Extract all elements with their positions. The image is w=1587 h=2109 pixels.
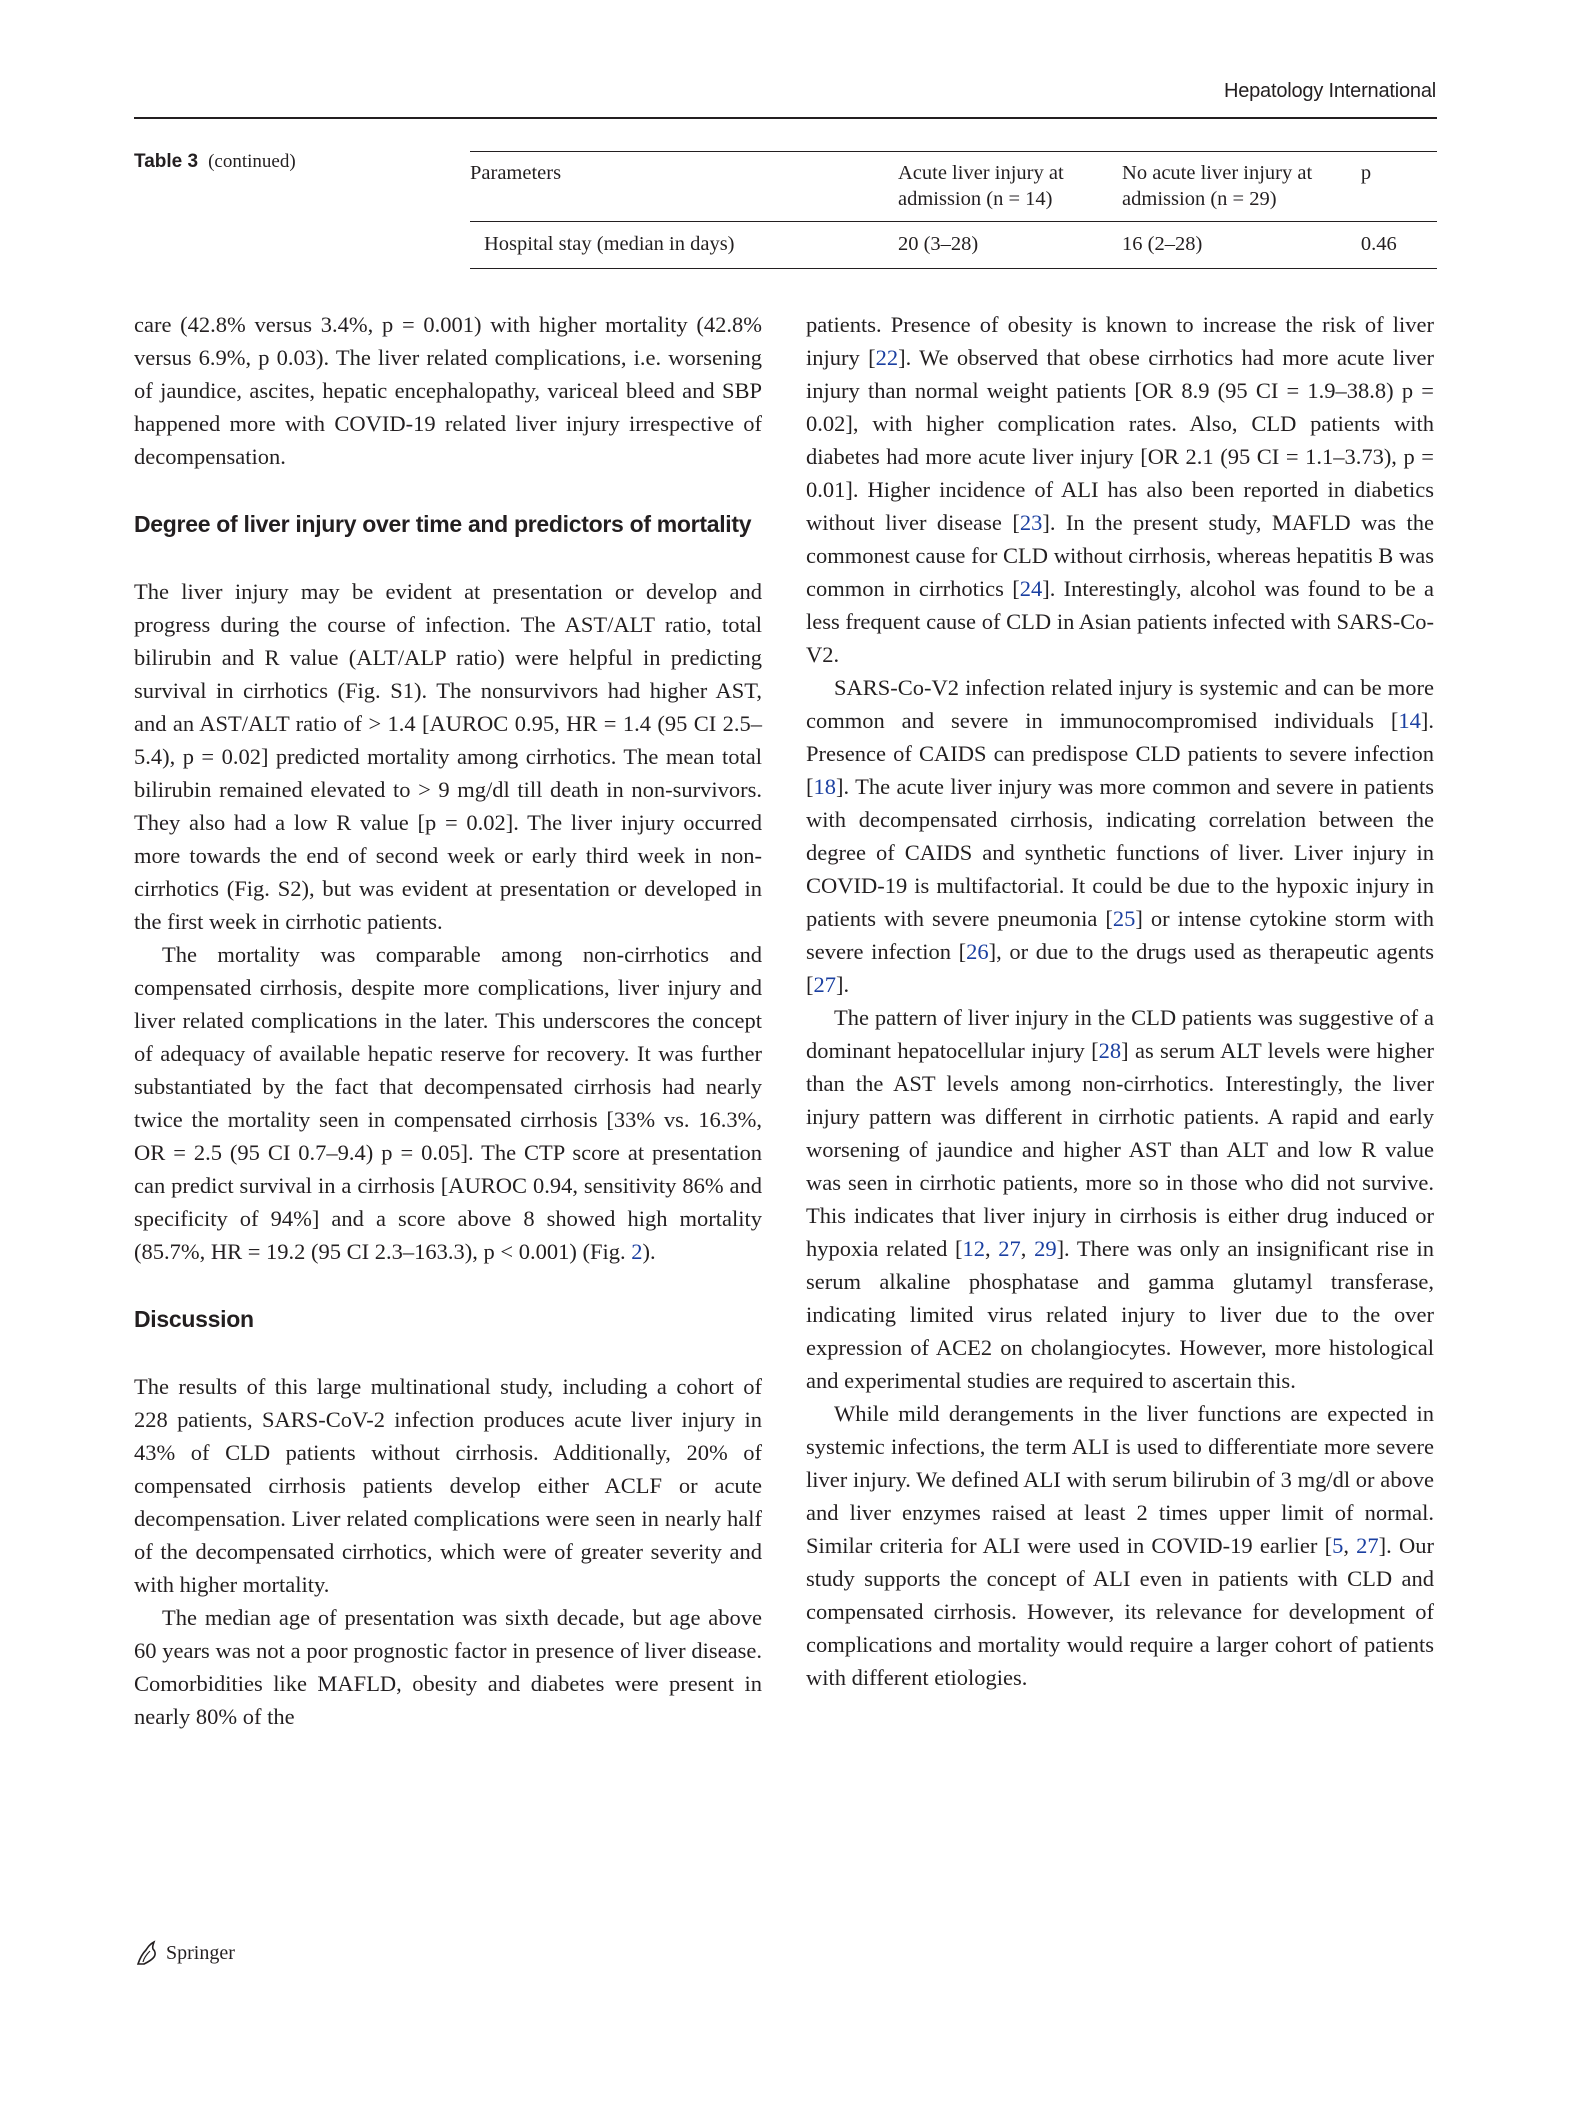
- citation-link[interactable]: 5: [1332, 1533, 1344, 1558]
- table-cell-parameter: Hospital stay (median in days): [484, 233, 735, 255]
- right-text-column: [806, 308, 1434, 1694]
- paragraph: While mild derangements in the liver functions are expected in systemic infections, the term ALI is used to differentiate more severe liver injury. We defined ALI with serum bilirubin of 3 mg/dl or above and liver enzymes raised at least 2 times upper limit of normal. Similar criteria for ALI were used in COVID-19 earlier [5, 27]. Our study supports the concept of ALI even in patients with CLD and compensated cirrhosis. However, its relevance for development of complications and mortality would require a larger cohort of patients with different etiologies.: [806, 1401, 1435, 1690]
- column-header-p: p: [1360, 162, 1372, 184]
- table-row: [470, 222, 1437, 268]
- paragraph: The mortality was comparable among non-cirrhotics and compensated cirrhosis, despite more complications, liver injury and liver related complications in the later. This underscores the concept of adequacy of available hepatic reserve for recovery. It was further substantiated by the fact that decompensated cirrhosis had nearly twice the mortality seen in compensated cirrhosis [33% vs. 16.3%, OR = 2.5 (95 CI 0.7–9.4) p = 0.05]. The CTP score at presentation can predict survival in a cirrhosis [AUROC 0.94, sensitivity 86% and specificity of 94%] and a score above 8 showed high mortality (85.7%, HR = 19.2 (95 CI 2.3–163.3), p < 0.001) (Fig. 2).: [134, 942, 762, 1264]
- citation-link[interactable]: 23: [1019, 510, 1043, 535]
- table-cell-no-acute: 16 (2–28): [1122, 233, 1203, 255]
- table-continued: (continued): [208, 151, 296, 172]
- column-header-acute-injury: Acute liver injury at admission (n = 14): [897, 162, 1064, 210]
- table-label: Table 3: [134, 151, 199, 172]
- section-heading-liver-injury: Degree of liver injury over time and predictors of mortality: [134, 511, 752, 537]
- header-rule: [134, 117, 1437, 119]
- citation-link[interactable]: 29: [1034, 1236, 1057, 1261]
- paragraph: The liver injury may be evident at presentation or develop and progress during the course of infection. The AST/ALT ratio, total bilirubin and R value (ALT/ALP ratio) were helpful in predicting survival in cirrhotics (Fig. S1). The nonsurvivors had higher AST, and an AST/ALT ratio of > 1.4 [AUROC 0.95, HR = 1.4 (95 CI 2.5–5.4), p = 0.02] predicted mortality among cirrhotics. The mean total bilirubin remained elevated to > 9 mg/dl till death in non-survivors. They also had a low R value [p = 0.02]. The liver injury occurred more towards the end of second week or early third week in non-cirrhotics (Fig. S2), but was evident at presentation or developed in the first week in cirrhotic patients.: [134, 579, 762, 934]
- table-caption: [134, 151, 296, 173]
- paragraph: care (42.8% versus 3.4%, p = 0.001) with higher mortality (42.8% versus 6.9%, p 0.03). The liver related complications, i.e. worsening of jaundice, ascites, hepatic encephalopathy, variceal bleed and SBP happened more with COVID-19 related liver injury irrespective of decompensation.: [134, 312, 762, 469]
- citation-link[interactable]: 27: [1356, 1533, 1379, 1558]
- paragraph: The median age of presentation was sixth decade, but age above 60 years was not a poor prognostic factor in presence of liver disease. Comorbidities like MAFLD, obesity and diabetes were present in nearly 80% of the: [134, 1605, 762, 1729]
- citation-link[interactable]: 14: [1398, 708, 1421, 733]
- citation-link[interactable]: 26: [966, 939, 989, 964]
- table-cell-acute: 20 (3–28): [897, 233, 979, 255]
- paragraph: The results of this large multinational study, including a cohort of 228 patients, SARS-CoV-2 infection produces acute liver injury in 43% of CLD patients without cirrhosis. Additionally, 20% of compensated cirrhosis patients develop either ACLF or acute decompensation. Liver related complications were seen in nearly half of the decompensated cirrhotics, which were of greater severity and with higher mortality.: [134, 1374, 762, 1597]
- paragraph: patients. Presence of obesity is known to increase the risk of liver injury [22]. We observed that obese cirrhotics had more acute liver injury than normal weight patients [OR 8.9 (95 CI = 1.9–38.8) p = 0.02], with higher complication rates. Also, CLD patients with diabetes had more acute liver injury [OR 2.1 (95 CI = 1.1–3.73), p = 0.01]. Higher incidence of ALI has also been reported in diabetics without liver disease [23]. In the present study, MAFLD was the commonest cause for CLD without cirrhosis, whereas hepatitis B was common in cirrhotics [24]. Interestingly, alcohol was found to be a less frequent cause of CLD in Asian patients infected with SARS-Co-V2.: [806, 312, 1435, 667]
- citation-link[interactable]: 27: [998, 1236, 1021, 1261]
- page-footer: [134, 1940, 235, 1966]
- left-text-column: [134, 308, 762, 1733]
- journal-running-head: Hepatology International: [1223, 80, 1436, 102]
- table-cell-p: 0.46: [1360, 233, 1397, 255]
- paragraph: The pattern of liver injury in the CLD patients was suggestive of a dominant hepatocellular injury [28] as serum ALT levels were higher than the AST levels among non-cirrhotics. Interestingly, the liver injury pattern was different in cirrhotic patients. A rapid and early worsening of jaundice and higher AST than ALT and low R value was seen in cirrhotic patients, more so in those who did not survive. This indicates that liver injury in cirrhosis is either drug induced or hypoxia related [12, 27, 29]. There was only an insignificant rise in serum alkaline phosphatase and gamma glutamyl transferase, indicating limited virus related injury to liver due to the over expression of ACE2 on cholangiocytes. However, more histological and experimental studies are required to ascertain this.: [806, 1005, 1435, 1393]
- figure-link[interactable]: 2: [631, 1239, 643, 1264]
- citation-link[interactable]: 27: [813, 972, 836, 997]
- table-header-row: [470, 152, 1437, 221]
- column-header-parameters: Parameters: [470, 162, 562, 184]
- paragraph: SARS-Co-V2 infection related injury is systemic and can be more common and severe in immunocompromised individuals [14]. Presence of CAIDS can predispose CLD patients to severe infection [18]. The acute liver injury was more common and severe in patients with decompensated cirrhosis, indicating correlation between the degree of CAIDS and synthetic functions of liver. Liver injury in COVID-19 is multifactorial. It could be due to the hypoxic injury in patients with severe pneumonia [25] or intense cytokine storm with severe infection [26], or due to the drugs used as therapeutic agents [27].: [806, 675, 1435, 997]
- column-header-no-acute-injury: No acute liver injury at admission (n = 29): [1122, 162, 1313, 210]
- section-heading-discussion: Discussion: [134, 1306, 254, 1332]
- citation-link[interactable]: 12: [962, 1236, 985, 1261]
- citation-link[interactable]: 18: [813, 774, 836, 799]
- citation-link[interactable]: 22: [875, 345, 899, 370]
- citation-link[interactable]: 24: [1019, 576, 1043, 601]
- results-table: [470, 151, 1437, 269]
- publisher-name: Springer: [166, 1941, 235, 1964]
- springer-horse-icon: [134, 1940, 160, 1966]
- citation-link[interactable]: 28: [1098, 1038, 1122, 1063]
- table-bottom-rule: [470, 268, 1437, 269]
- citation-link[interactable]: 25: [1112, 906, 1136, 931]
